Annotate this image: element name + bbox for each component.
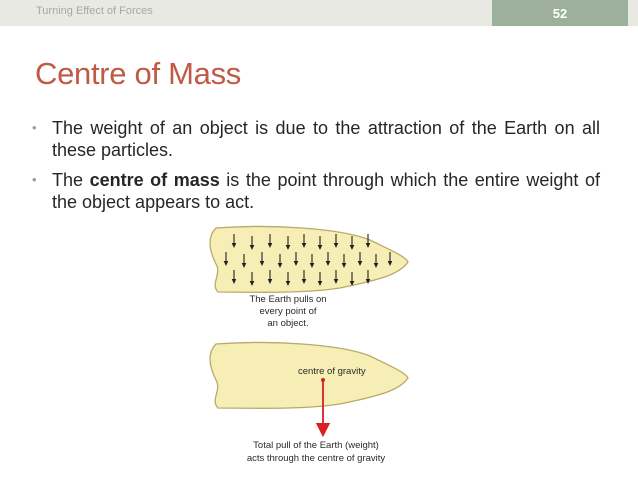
bullet-text-pre: The bbox=[52, 170, 90, 190]
slide-number-badge: 52 bbox=[492, 0, 628, 26]
figure-caption-line: The Earth pulls on bbox=[249, 294, 327, 305]
object-shape-top bbox=[210, 227, 408, 293]
bullet-marker: • bbox=[32, 120, 37, 135]
bullet-item bbox=[32, 169, 600, 213]
centre-of-gravity-label: centre of gravity bbox=[298, 366, 366, 377]
bullet-list bbox=[32, 117, 600, 221]
figure-caption-line: an object. bbox=[267, 318, 309, 329]
slide-title: Centre of Mass bbox=[35, 56, 241, 91]
bullet-text-post: is the point through which the entire weight of the object appears to act. bbox=[52, 170, 600, 212]
bullet-bold-term: centre of mass bbox=[89, 170, 220, 190]
bullet-item bbox=[32, 117, 600, 161]
deck-title: Turning Effect of Forces bbox=[36, 5, 153, 17]
centre-of-mass-diagram bbox=[200, 222, 420, 470]
header-bar bbox=[0, 0, 638, 26]
figure-caption-line: acts through the centre of gravity bbox=[246, 453, 386, 464]
bullet-marker: • bbox=[32, 172, 37, 187]
figure-caption-line: every point of bbox=[259, 306, 317, 317]
bullet-text: The weight of an object is due to the attraction of the Earth on all these particles. bbox=[52, 118, 600, 160]
figure-caption-line: Total pull of the Earth (weight) bbox=[253, 440, 379, 451]
